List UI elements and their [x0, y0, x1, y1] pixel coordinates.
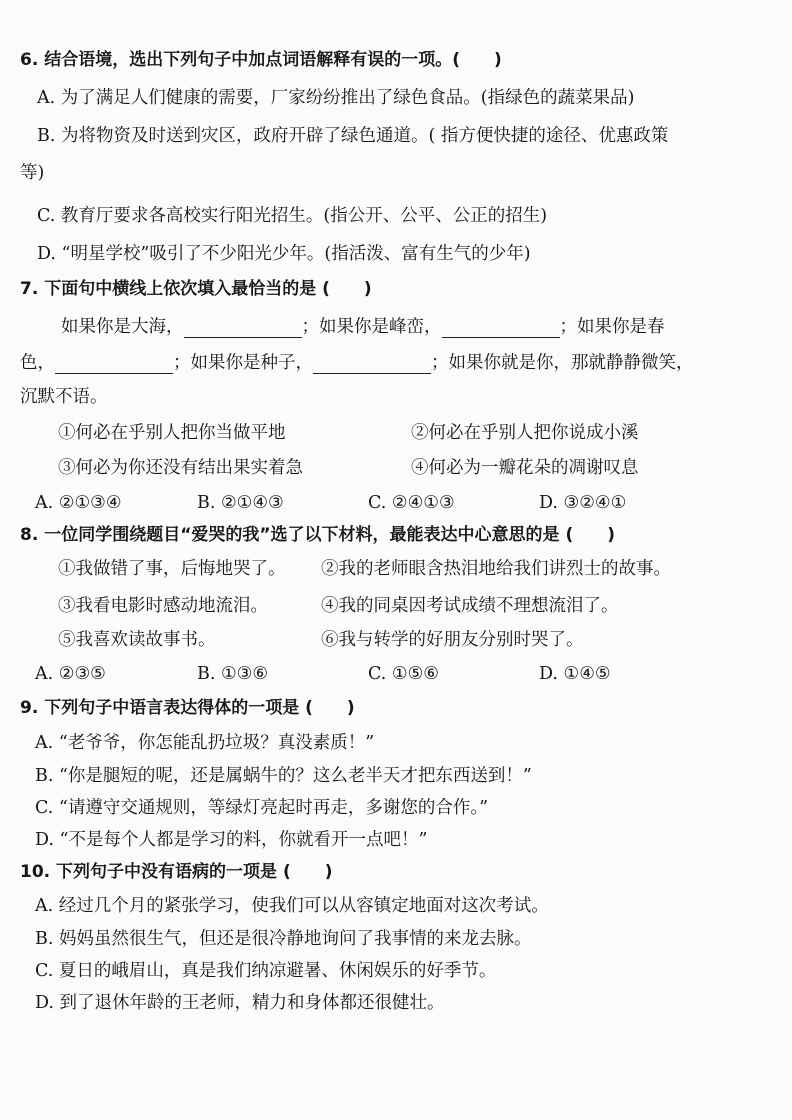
answer-blank-2 [442, 319, 560, 338]
passage-text: ；如果你是峰峦， [301, 317, 442, 337]
question-6-option-c: C. 教育厅要求各高校实行阳光招生。(指公开、公平、公正的招生) [37, 206, 548, 226]
question-9-option-c: C. “请遵守交通规则，等绿灯亮起时再走，多谢您的合作。” [35, 798, 489, 818]
question-7-item-1: ①何必在乎别人把你当做平地 [58, 423, 286, 443]
question-9-option-b: B. “你是腿短的呢，还是属蜗牛的？这么老半天才把东西送到！” [35, 766, 532, 786]
question-8-stem: 8. 一位同学围绕题目“爱哭的我”选了以下材料，最能表达中心意思的是 ( ) [20, 525, 616, 545]
answer-blank-3 [55, 355, 173, 374]
passage-text: ；如果你是种子， [173, 353, 313, 373]
passage-text: ；如果你是春 [559, 317, 665, 337]
question-8-choice-a: A. ②③⑤ [35, 664, 106, 684]
question-7-passage-line-1 [61, 316, 665, 338]
question-9-option-a: A. “老爷爷，你怎能乱扔垃圾？真没素质！” [35, 733, 375, 753]
question-7-item-4: ④何必为一瓣花朵的凋谢叹息 [411, 458, 639, 478]
passage-text: ；如果你就是你，那就静静微笑， [431, 353, 694, 373]
question-7-passage-line-3: 沉默不语。 [20, 387, 108, 407]
question-10-option-d: D. 到了退休年龄的王老师，精力和身体都还很健壮。 [35, 993, 445, 1013]
question-10-option-b: B. 妈妈虽然很生气，但还是很冷静地询问了我事情的来龙去脉。 [35, 929, 532, 949]
question-6-option-a: A. 为了满足人们健康的需要，厂家纷纷推出了绿色食品。(指绿色的蔬菜果品) [37, 88, 635, 108]
question-8-material-3: ③我看电影时感动地流泪。 [58, 596, 268, 616]
question-6-stem: 6. 结合语境，选出下列句子中加点词语解释有误的一项。( ) [20, 50, 502, 70]
answer-blank-4 [313, 355, 431, 374]
question-8-choice-b: B. ①③⑥ [197, 664, 269, 684]
question-8-material-2: ②我的老师眼含热泪地给我们讲烈士的故事。 [321, 559, 671, 579]
question-10-stem: 10. 下列句子中没有语病的一项是 ( ) [20, 862, 333, 882]
passage-text: 如果你是大海， [61, 317, 184, 337]
question-8-material-5: ⑤我喜欢读故事书。 [58, 630, 216, 650]
question-7-stem: 7. 下面句中横线上依次填入最恰当的是 ( ) [20, 279, 372, 299]
question-7-passage-line-2 [20, 352, 694, 374]
question-6-option-b-continued: 等) [20, 163, 45, 183]
question-6-option-b: B. 为将物资及时送到灾区，政府开辟了绿色通道。( 指方便快捷的途径、优惠政策 [37, 126, 669, 146]
passage-text: 色， [20, 353, 55, 373]
question-10-option-c: C. 夏日的峨眉山，真是我们纳凉避暑、休闲娱乐的好季节。 [35, 961, 497, 981]
answer-blank-1 [184, 319, 302, 338]
question-8-material-4: ④我的同桌因考试成绩不理想流泪了。 [321, 596, 619, 616]
question-7-item-3: ③何必为你还没有结出果实着急 [58, 458, 303, 478]
question-9-option-d: D. “不是每个人都是学习的料，你就看开一点吧！” [35, 830, 428, 850]
question-7-choice-b: B. ②①④③ [197, 493, 284, 513]
question-7-choice-d: D. ③②④① [539, 493, 627, 513]
question-10-option-a: A. 经过几个月的紧张学习，使我们可以从容镇定地面对这次考试。 [35, 896, 549, 916]
question-7-choice-a: A. ②①③④ [35, 493, 122, 513]
question-9-stem: 9. 下列句子中语言表达得体的一项是 ( ) [20, 698, 355, 718]
question-7-choice-c: C. ②④①③ [368, 493, 455, 513]
question-6-option-d: D. “明星学校”吸引了不少阳光少年。(指活泼、富有生气的少年) [37, 244, 531, 264]
question-8-material-6: ⑥我与转学的好朋友分别时哭了。 [321, 630, 584, 650]
question-7-item-2: ②何必在乎别人把你说成小溪 [411, 423, 639, 443]
question-8-choice-c: C. ①⑤⑥ [368, 664, 439, 684]
question-8-material-1: ①我做错了事，后悔地哭了。 [58, 559, 286, 579]
question-8-choice-d: D. ①④⑤ [539, 664, 611, 684]
